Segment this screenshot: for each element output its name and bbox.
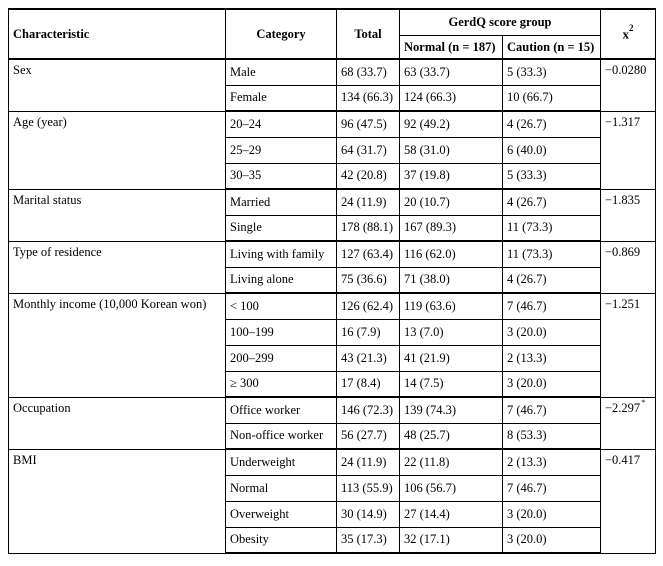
caution-cell: 5 (33.3) [503, 59, 601, 85]
total-cell: 42 (20.8) [337, 163, 400, 189]
caution-cell: 2 (13.3) [503, 345, 601, 371]
caution-cell: 10 (66.7) [503, 85, 601, 111]
chi-base: x [622, 26, 629, 42]
normal-cell: 92 (49.2) [400, 111, 503, 137]
table-row [9, 111, 656, 137]
normal-cell: 37 (19.8) [400, 163, 503, 189]
normal-cell: 106 (56.7) [400, 475, 503, 501]
category-cell: Male [226, 59, 337, 85]
normal-cell: 32 (17.1) [400, 527, 503, 553]
characteristic-cell: Monthly income (10,000 Korean won) [9, 293, 226, 397]
category-cell: Normal [226, 475, 337, 501]
normal-cell: 27 (14.4) [400, 501, 503, 527]
total-cell: 16 (7.9) [337, 319, 400, 345]
table-row [9, 397, 656, 423]
total-cell: 75 (36.6) [337, 267, 400, 293]
table-row [9, 189, 656, 215]
category-cell: < 100 [226, 293, 337, 319]
normal-cell: 63 (33.7) [400, 59, 503, 85]
caution-cell: 7 (46.7) [503, 475, 601, 501]
category-cell: Female [226, 85, 337, 111]
caution-cell: 11 (73.3) [503, 241, 601, 267]
characteristic-cell: Occupation [9, 397, 226, 449]
total-cell: 68 (33.7) [337, 59, 400, 85]
caution-cell: 3 (20.0) [503, 501, 601, 527]
total-cell: 126 (62.4) [337, 293, 400, 319]
normal-cell: 71 (38.0) [400, 267, 503, 293]
chi-value: −0.417 [605, 452, 641, 467]
total-cell: 30 (14.9) [337, 501, 400, 527]
caution-cell: 2 (13.3) [503, 449, 601, 475]
caution-cell: 11 (73.3) [503, 215, 601, 241]
total-cell: 17 (8.4) [337, 371, 400, 397]
category-cell: Overweight [226, 501, 337, 527]
chi-exponent: 2 [629, 23, 634, 34]
normal-cell: 116 (62.0) [400, 241, 503, 267]
header-category: Category [226, 9, 337, 59]
header-chi-square [601, 9, 656, 59]
normal-cell: 119 (63.6) [400, 293, 503, 319]
caution-cell: 4 (26.7) [503, 189, 601, 215]
category-cell: Obesity [226, 527, 337, 553]
significance-marker: * [641, 397, 646, 407]
normal-cell: 14 (7.5) [400, 371, 503, 397]
total-cell: 113 (55.9) [337, 475, 400, 501]
header-gerdq-group: GerdQ score group [400, 9, 601, 36]
total-cell: 24 (11.9) [337, 449, 400, 475]
normal-cell: 41 (21.9) [400, 345, 503, 371]
total-cell: 127 (63.4) [337, 241, 400, 267]
caution-cell: 3 (20.0) [503, 319, 601, 345]
total-cell: 146 (72.3) [337, 397, 400, 423]
category-cell: 100–199 [226, 319, 337, 345]
category-cell: ≥ 300 [226, 371, 337, 397]
category-cell: Office worker [226, 397, 337, 423]
category-cell: 200–299 [226, 345, 337, 371]
chi-cell [601, 189, 656, 241]
chi-cell [601, 59, 656, 111]
header-caution: Caution (n = 15) [503, 36, 601, 59]
header-characteristic: Characteristic [9, 9, 226, 59]
header-row [9, 9, 656, 36]
demographics-table [8, 8, 656, 554]
chi-value: −2.297 [605, 400, 641, 415]
header-total: Total [337, 9, 400, 59]
category-cell: Married [226, 189, 337, 215]
total-cell: 134 (66.3) [337, 85, 400, 111]
total-cell: 96 (47.5) [337, 111, 400, 137]
characteristic-cell: Sex [9, 59, 226, 111]
caution-cell: 3 (20.0) [503, 527, 601, 553]
chi-cell [601, 111, 656, 189]
caution-cell: 3 (20.0) [503, 371, 601, 397]
caution-cell: 8 (53.3) [503, 423, 601, 449]
chi-value: −0.869 [605, 244, 641, 259]
table-row [9, 59, 656, 85]
caution-cell: 4 (26.7) [503, 111, 601, 137]
characteristic-cell: BMI [9, 449, 226, 553]
total-cell: 24 (11.9) [337, 189, 400, 215]
chi-cell [601, 241, 656, 293]
table-row [9, 293, 656, 319]
total-cell: 43 (21.3) [337, 345, 400, 371]
chi-value: −0.0280 [605, 63, 647, 77]
normal-cell: 13 (7.0) [400, 319, 503, 345]
chi-cell [601, 397, 656, 449]
normal-cell: 20 (10.7) [400, 189, 503, 215]
table-row [9, 241, 656, 267]
caution-cell: 4 (26.7) [503, 267, 601, 293]
total-cell: 56 (27.7) [337, 423, 400, 449]
normal-cell: 58 (31.0) [400, 137, 503, 163]
chi-cell [601, 293, 656, 397]
category-cell: 25–29 [226, 137, 337, 163]
category-cell: Underweight [226, 449, 337, 475]
table-row [9, 449, 656, 475]
total-cell: 178 (88.1) [337, 215, 400, 241]
category-cell: 20–24 [226, 111, 337, 137]
category-cell: 30–35 [226, 163, 337, 189]
caution-cell: 7 (46.7) [503, 293, 601, 319]
chi-value: −1.835 [605, 192, 641, 207]
characteristic-cell: Marital status [9, 189, 226, 241]
chi-value: −1.317 [605, 114, 641, 129]
caution-cell: 5 (33.3) [503, 163, 601, 189]
category-cell: Single [226, 215, 337, 241]
caution-cell: 7 (46.7) [503, 397, 601, 423]
caution-cell: 6 (40.0) [503, 137, 601, 163]
characteristic-cell: Type of residence [9, 241, 226, 293]
category-cell: Living with family [226, 241, 337, 267]
normal-cell: 167 (89.3) [400, 215, 503, 241]
normal-cell: 48 (25.7) [400, 423, 503, 449]
normal-cell: 124 (66.3) [400, 85, 503, 111]
total-cell: 35 (17.3) [337, 527, 400, 553]
normal-cell: 139 (74.3) [400, 397, 503, 423]
category-cell: Non-office worker [226, 423, 337, 449]
category-cell: Living alone [226, 267, 337, 293]
chi-cell [601, 449, 656, 553]
header-normal: Normal (n = 187) [400, 36, 503, 59]
characteristic-cell: Age (year) [9, 111, 226, 189]
chi-value: −1.251 [605, 296, 641, 311]
normal-cell: 22 (11.8) [400, 449, 503, 475]
total-cell: 64 (31.7) [337, 137, 400, 163]
